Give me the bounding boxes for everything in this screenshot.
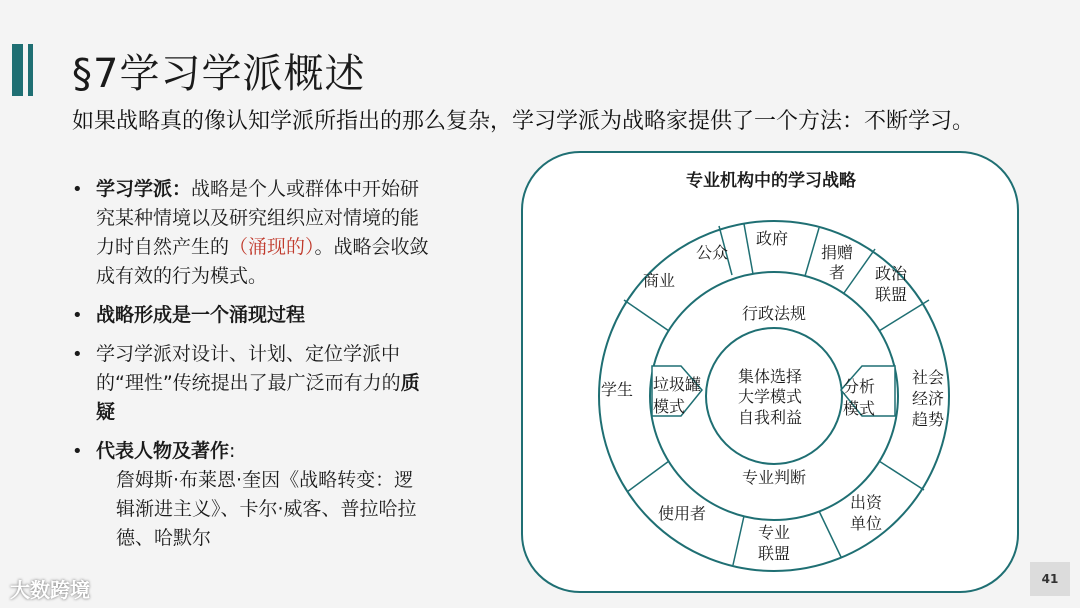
bullet-item-representatives: [72, 437, 432, 553]
label-professional-alliance: 联盟: [757, 544, 791, 563]
label-garbage-can-model: 模式: [652, 397, 686, 416]
label-funder: 出资: [849, 493, 883, 512]
label-government: 政府: [755, 229, 789, 248]
label-analysis-model: 分析: [842, 377, 876, 396]
learning-strategy-diagram: [519, 150, 1021, 596]
bullet-text: 战略形成是一个涌现过程: [96, 304, 306, 326]
label-political-alliance: 政治: [874, 264, 908, 283]
page-subtitle: 如果战略真的像认知学派所指出的那么复杂，学习学派为战略家提供了一个方法：不断学习。: [72, 109, 975, 134]
label-professional-judgment: 专业判断: [741, 468, 807, 487]
bullet-dot-icon: •: [72, 305, 83, 326]
bullet-dot-icon: •: [72, 344, 83, 365]
title-accent-bar-thin: [28, 44, 33, 96]
label-donor: 捐赠: [820, 243, 854, 262]
label-analysis-model: 模式: [842, 399, 876, 418]
page-title: §7学习学派概述: [72, 51, 366, 97]
brand-logo: 大数跨境: [10, 578, 90, 602]
bullet-highlight: （涌现的）: [229, 236, 315, 258]
title-accent-bar: [12, 44, 23, 96]
bullet-text: 战略是个人或群体中开始研究某种情境以及研究组织应对情境的能力时自然产生的: [96, 178, 420, 258]
bullet-list: [72, 175, 432, 563]
bullet-text: 。战略会收敛成有效的行为模式。: [96, 236, 429, 287]
bullet-dot-icon: •: [72, 179, 83, 200]
label-university-model: 大学模式: [737, 387, 803, 406]
diagram-title: 专业机构中的学习战略: [686, 171, 856, 191]
label-users: 使用者: [657, 504, 707, 523]
label-social-trends: 社会: [911, 368, 945, 387]
label-public: 公众: [695, 243, 729, 262]
label-social-trends: 趋势: [911, 410, 945, 429]
label-political-alliance: 联盟: [874, 285, 908, 304]
bullet-dot-icon: •: [72, 441, 83, 462]
bullet-item-emergent-process: [72, 301, 432, 330]
page-number: 41: [1030, 562, 1070, 596]
bullet-text: 学习学派对设计、计划、定位学派中的“理性”传统提出了最广泛而有力的: [96, 343, 401, 394]
label-collective-choice: 集体选择: [737, 367, 803, 386]
bullet-item-learning-school: [72, 175, 432, 291]
label-funder: 单位: [849, 514, 883, 533]
label-admin-regulations: 行政法规: [741, 304, 807, 323]
label-donor: 者: [828, 263, 846, 282]
bullet-label: 代表人物及著作: [96, 440, 230, 462]
bullet-item-challenge: [72, 340, 432, 427]
bullet-bold: 质疑: [96, 372, 420, 423]
label-professional-alliance: 专业: [757, 523, 791, 542]
label-garbage-can-model: 垃圾罐: [652, 375, 702, 394]
bullet-colon: :: [229, 440, 236, 462]
label-students: 学生: [600, 380, 634, 399]
label-self-interest: 自我利益: [737, 408, 803, 427]
bullet-sub-text: 詹姆斯·布莱恩·奎因《战略转变：逻辑渐进主义》、卡尔·威客、普拉哈拉德、哈默尔: [116, 469, 417, 549]
bullet-label: 学习学派：: [96, 178, 192, 200]
label-business: 商业: [642, 271, 676, 290]
label-social-trends: 经济: [911, 389, 945, 408]
